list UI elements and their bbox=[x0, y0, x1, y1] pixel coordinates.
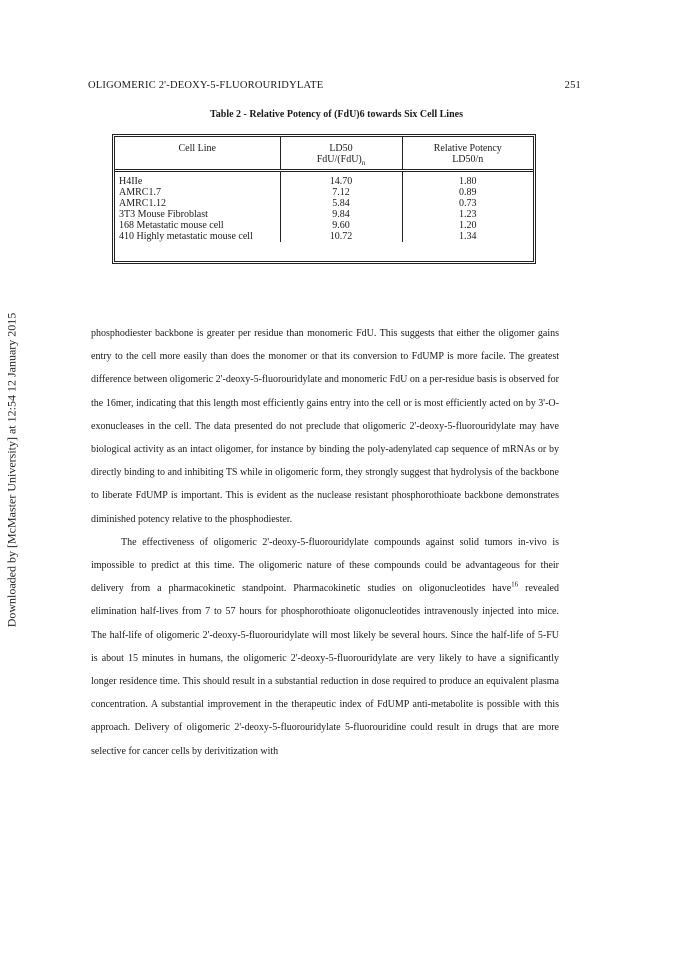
paragraph: phosphodiester backbone is greater per residue than monomeric FdU. This suggests that either the oligomer gains entry to the cell more easily than does the monomer or that its conversion to FdUMP is more facile. The greatest difference between oligomeric 2'-deoxy-5-fluorouridylate and monomeric FdU on a per-residue basis is observed for the 16mer, indicating that this length most efficiently gains entry into the cell or is most efficiently acted on by 3'-O-exonucleases in the cell. The data presented do not preclude that oligomeric 2'-deoxy-5-fluorouridylate may have biological activity as an intact oligomer, for instance by binding the poly-adenylated cap sequence of mRNAs or by directly binding to and inhibiting TS while in oligomeric form, they strongly suggest that hydrolysis of the backbone to liberate FdUMP is important. This is evident as the nuclease resistant phosphorothioate backbone demonstrates diminished potency relative to the phosphodiester. bbox=[91, 328, 559, 525]
table-caption: Table 2 - Relative Potency of (FdU)6 towards Six Cell Lines bbox=[210, 109, 463, 120]
paragraph: The effectiveness of oligomeric 2'-deoxy-5-fluorouridylate compounds against solid tumors in-vivo is impossible to predict at this time. The oligomeric nature of these compounds could be advantageous for their delivery from a pharmacokinetic standpoint. Pharmacokinetic studies on oligonucleotides have$^{16}$ revealed elimination half-lives from 7 to 57 hours for phosphorothioate oligonucleotides intravenously injected into mice. The half-life of oligomeric 2'-deoxy-5-fluorouridylate will most likely be several hours. Since the half-life of 5-FU is about 15 minutes in humans, the oligomeric 2'-deoxy-5-fluorouridylate are very likely to have a significantly longer residence time. This should result in a substantial reduction in dose required to produce an equivalent plasma concentration. A substantial improvement in the therapeutic index of FdUMP anti-metabolite is possible with this approach. Delivery of oligomeric 2'-deoxy-5-fluorouridylate 5-fluorouridine could result in drugs that are more selective for cancer cells by derivitization with bbox=[91, 536, 559, 757]
row-potency: 0.89 bbox=[402, 187, 533, 198]
header-ld50: LD50 FdU/$(FdU)_n$ bbox=[280, 137, 402, 171]
page-number: 251 bbox=[564, 80, 581, 91]
row-cell-line: 168 Metastatic mouse cell bbox=[119, 220, 224, 231]
download-watermark-text: Downloaded by [McMaster University] at 12:54 12 January 2015 bbox=[4, 312, 19, 628]
row-ld50: 9.60 bbox=[280, 220, 402, 231]
row-cell-line: AMRC1.12 bbox=[119, 198, 166, 209]
row-ld50: 5.84 bbox=[280, 198, 402, 209]
table-row bbox=[115, 187, 533, 198]
row-cell-line: 410 Highly metastatic mouse cell bbox=[119, 231, 253, 242]
potency-table bbox=[112, 134, 536, 264]
table-row bbox=[115, 209, 533, 220]
header-relative-potency: Relative Potency LD50/n bbox=[402, 137, 533, 171]
row-ld50: 14.70 bbox=[280, 171, 402, 188]
running-title: OLIGOMERIC 2'-DEOXY-5-FLUOROURIDYLATE bbox=[88, 80, 324, 91]
header-cell-line: Cell Line bbox=[115, 137, 280, 171]
row-cell-line: AMRC1.7 bbox=[119, 187, 161, 198]
row-potency: 0.73 bbox=[402, 198, 533, 209]
row-potency: 1.80 bbox=[402, 171, 533, 188]
table-row bbox=[115, 198, 533, 209]
body-text bbox=[91, 322, 559, 763]
row-ld50: 10.72 bbox=[280, 231, 402, 242]
row-potency: 1.23 bbox=[402, 209, 533, 220]
table-row bbox=[115, 220, 533, 231]
running-header bbox=[88, 80, 581, 91]
row-cell-line: H4IIe bbox=[119, 176, 143, 187]
row-potency: 1.20 bbox=[402, 220, 533, 231]
table-row bbox=[115, 231, 533, 242]
table-header-row bbox=[115, 137, 533, 171]
citation-ref: 16 bbox=[511, 580, 519, 589]
row-ld50: 9.84 bbox=[280, 209, 402, 220]
row-potency: 1.34 bbox=[402, 231, 533, 242]
row-ld50: 7.12 bbox=[280, 187, 402, 198]
table-row bbox=[115, 171, 533, 188]
download-watermark bbox=[0, 300, 24, 640]
row-cell-line: 3T3 Mouse Fibroblast bbox=[119, 209, 208, 220]
